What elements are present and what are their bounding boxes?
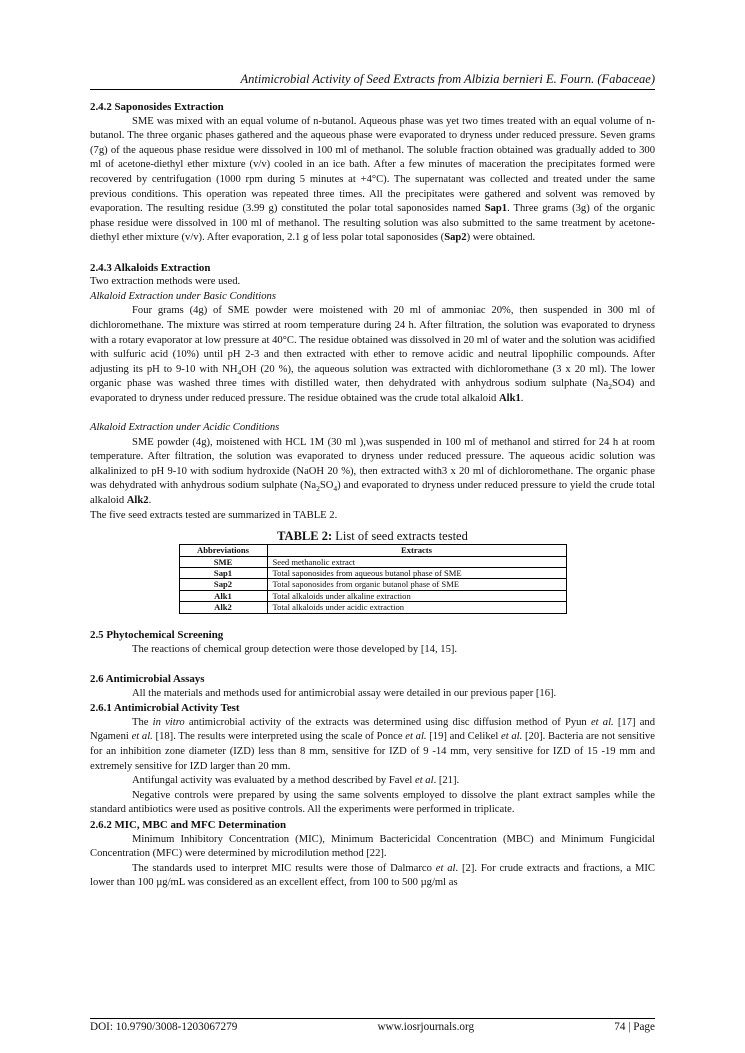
section-heading-2-6-2: 2.6.2 MIC, MBC and MFC Determination bbox=[90, 818, 287, 831]
table-2-caption: TABLE 2: List of seed extracts tested bbox=[277, 529, 468, 544]
table-row: Sap1 Total saponosides from aqueous butanol phase of SME bbox=[179, 568, 566, 579]
phytochemical-paragraph: The reactions of chemical group detection were those developed by [14, 15]. bbox=[132, 643, 458, 655]
alkaloids-intro: Two extraction methods were used. bbox=[90, 276, 241, 288]
page-number: 74 | Page bbox=[614, 1021, 655, 1033]
acidic-conditions-paragraph: SME powder (4g), moistened with HCL 1M (30 ml ),was suspended in 100 ml of methanol and stirred for 24 h at room temperature. After filtration, the solution was evaporated to dryness under reduced pressure. The aqueous acidic solution was alkalinized to pH 9-10 with sodium hydroxide (NaOH 20 %), then extracted with3 x 20 ml of dichloromethane. The organic phase was dehydrated with anhydrous sodium sulphate $(Na_2SO_4)$ and evaporated to dryness under reduced pressure to yield the crude total alkaloid Alk2. bbox=[90, 436, 656, 507]
doi: DOI: 10.9790/3008-1203067279 bbox=[90, 1021, 238, 1033]
section-heading-2-5: 2.5 Phytochemical Screening bbox=[90, 629, 224, 642]
table-row: Alk1 Total alkaloids under alkaline extraction bbox=[179, 590, 566, 601]
activity-test-paragraph: The in vitro antimicrobial activity of the extracts was determined using disc diffusion method of Pyun et al. [17] and Ngameni et al. [18]. The results were interpreted using the scale of Ponce et al. [19] and Celikel et al. [20]. Bacteria are not sensitive for an inhibition zone diameter (IZD) less than 8 mm, sensitive for IZD of 9 -14 mm, very sensitive for IZD of 15 -19 mm and extremely sensitive for IZD larger than 20 mm. bbox=[90, 716, 656, 772]
section-heading-2-4-2: 2.4.2 Saponosides Extraction bbox=[90, 101, 224, 113]
page-content bbox=[90, 100, 655, 891]
table-row: Alk2 Total alkaloids under acidic extraction bbox=[179, 602, 566, 613]
table-reference-sentence: The five seed extracts tested are summarized in TABLE 2. bbox=[90, 509, 338, 521]
table-row: Sap2 Total saponosides from organic butanol phase of SME bbox=[179, 579, 566, 590]
acidic-conditions-subheading: Alkaloid Extraction under Acidic Conditions bbox=[90, 422, 280, 434]
section-heading-2-6: 2.6 Antimicrobial Assays bbox=[90, 673, 205, 686]
table-row: SME Seed methanolic extract bbox=[179, 556, 566, 567]
basic-conditions-paragraph: Four grams (4g) of SME powder were moistened with 20 ml of ammoniac 20%, then suspended in 300 ml of dichloromethane. The mixture was stirred at room temperature during 24 h. After filtration, the solution was evaporated to dryness with a rotary evaporator at low pressure at 40°C. The residue obtained was dissolved in 20 ml of water and the solution was acidified with sulfuric acid (10%) until pH 2-3 and then extracted with ether to remove acidic and neutral lipophilic compounds. After adjusting its pH to 9-10 with $NH_4OH$ (20 %), the aqueous solution was extracted with dichloromethane (3 x 20 ml). The lower organic phase was washed three times with distilled water, then dehydrated with anhydrous sodium sulphate $(Na_2SO4)$ and evaporated to dryness under reduced pressure. The residue obtained was the crude total alkaloid Alk1. bbox=[90, 305, 656, 404]
mic-standards-paragraph: The standards used to interpret MIC results were those of Dalmarco et al. [2]. For crude extracts and fractions, a MIC lower than 100 µg/mL was considered as an excellent effect, from 100 to 500 µg/ml as bbox=[90, 862, 655, 889]
column-header-abbreviations: Abbreviations bbox=[179, 545, 267, 556]
seed-extracts-table bbox=[179, 544, 567, 613]
column-header-extracts: Extracts bbox=[267, 545, 566, 556]
table-header-row bbox=[179, 545, 566, 556]
saponosides-paragraph: SME was mixed with an equal volume of n-butanol. Aqueous phase was yet two times treated with an equal volume of n-butanol. The three organic phases gathered and the aqueous phase were evaporated to dryness under reduced pressure. Seven grams (7g) of the aqueous phase residue were dissolved in 100 ml of methanol. The soluble fraction obtained was gradually added to 300 ml of acetone-diethyl ether mixture (v/v) cooled in an ice bath. After a few minutes of maceration the precipitates formed were recovered by centrifugation (1000 rpm during 5 minutes at +4°C). The supernatant was collected and treated under the same previous conditions. This operation was repeated three times. All the precipitates were gathered and solvent was removed by evaporation. The resulting residue (3.99 g) constituted the polar total saponosides named Sap1. Three grams (3g) of the organic phase residue were dissolved in 100 ml of methanol. The resulting solution was also submitted to the same treatment by acetone-diethyl ether mixture (v/v). After evaporation, 2.1 g of less polar total saponosides (Sap2) were obtained. bbox=[90, 115, 656, 244]
section-heading-2-6-1: 2.6.1 Antimicrobial Activity Test bbox=[90, 702, 240, 715]
basic-conditions-subheading: Alkaloid Extraction under Basic Conditions bbox=[90, 290, 276, 302]
antimicrobial-assays-paragraph: All the materials and methods used for antimicrobial assay were detailed in our previous paper [16]. bbox=[132, 687, 557, 699]
antifungal-paragraph: Antifungal activity was evaluated by a method described by Favel et al. [21]. bbox=[132, 775, 460, 787]
page-footer bbox=[90, 1018, 655, 1033]
running-header bbox=[90, 72, 655, 90]
journal-website: www.iosrjournals.org bbox=[377, 1021, 475, 1033]
running-title: Antimicrobial Activity of Seed Extracts from Albizia bernieri E. Fourn. (Fabaceae) bbox=[240, 72, 655, 86]
controls-paragraph: Negative controls were prepared by using the same solvents employed to dissolve the plant extract samples while the standard antibiotics were used as positive controls. All the experiments were performed in triplicate. bbox=[90, 789, 655, 816]
section-heading-2-4-3: 2.4.3 Alkaloids Extraction bbox=[90, 261, 211, 274]
mic-definition-paragraph: Minimum Inhibitory Concentration (MIC), Minimum Bactericidal Concentration (MBC) and Minimum Fungicidal Concentration (MFC) were determined by microdilution method [22]. bbox=[90, 833, 655, 860]
